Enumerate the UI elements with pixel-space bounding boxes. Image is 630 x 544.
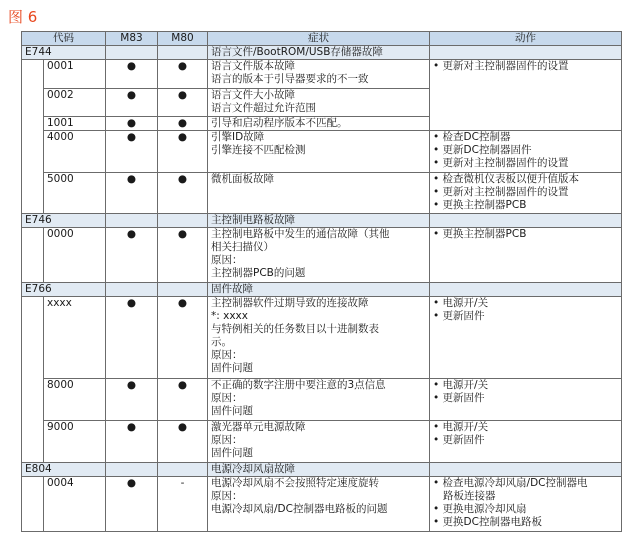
group-title: 语言文件/BootROM/USB存储器故障 xyxy=(208,46,430,60)
action-cell: • 电源开/关 • 更新固件 xyxy=(430,421,622,463)
symptom-cell: 主控制器软件过期导致的连接故障 *: xxxx 与特例相关的任务数目以十进制数表 示。 原因： 固件问题 xyxy=(208,297,430,379)
group-row xyxy=(22,214,622,228)
m83-mark: ● xyxy=(106,421,158,463)
table-row xyxy=(22,228,622,283)
m80-mark: ● xyxy=(158,379,208,421)
header-m80: M80 xyxy=(158,32,208,46)
row-code: xxxx xyxy=(44,297,106,379)
figure-title: 图 6 xyxy=(8,8,38,26)
table-row xyxy=(22,131,622,173)
table-row xyxy=(22,421,622,463)
m83-mark: ● xyxy=(106,131,158,173)
m83-mark: ● xyxy=(106,117,158,131)
m83-mark: ● xyxy=(106,477,158,532)
m83-mark: ● xyxy=(106,297,158,379)
header-code: 代码 xyxy=(22,32,106,46)
error-code-table xyxy=(21,31,622,532)
group-indent xyxy=(22,60,44,214)
action-cell: • 检查微机仪表板以便升值版本 • 更新对主控制器固件的设置 • 更换主控制器PCB xyxy=(430,173,622,214)
header-symptom: 症状 xyxy=(208,32,430,46)
m80-mark: ● xyxy=(158,131,208,173)
row-code: 5000 xyxy=(44,173,106,214)
m80-mark: ● xyxy=(158,89,208,117)
m80-mark: ● xyxy=(158,173,208,214)
action-cell: • 电源开/关 • 更新固件 xyxy=(430,379,622,421)
table-header-row xyxy=(22,32,622,46)
symptom-cell: 电源冷却风扇不会按照特定速度旋转 原因： 电源冷却风扇/DC控制器电路板的问题 xyxy=(208,477,430,532)
row-code: 0000 xyxy=(44,228,106,283)
action-cell: • 检查电源冷却风扇/DC控制器电 路板连接器 • 更换电源冷却风扇 • 更换DC控制器电路板 xyxy=(430,477,622,532)
group-code: E766 xyxy=(22,283,106,297)
action-cell: • 更新对主控制器固件的设置 xyxy=(430,60,622,131)
header-action: 动作 xyxy=(430,32,622,46)
m80-mark: ● xyxy=(158,297,208,379)
header-m83: M83 xyxy=(106,32,158,46)
table-row xyxy=(22,173,622,214)
m80-mark: ● xyxy=(158,60,208,89)
symptom-cell: 主控制电路板中发生的通信故障（其他 相关扫描仪） 原因： 主控制器PCB的问题 xyxy=(208,228,430,283)
table-row xyxy=(22,60,622,89)
table-row xyxy=(22,477,622,532)
symptom-cell: 不正确的数字注册中要注意的3点信息 原因： 固件问题 xyxy=(208,379,430,421)
m83-mark: ● xyxy=(106,173,158,214)
action-cell: • 更换主控制器PCB xyxy=(430,228,622,283)
group-indent xyxy=(22,297,44,463)
symptom-cell: 引擎ID故障 引擎连接不匹配检测 xyxy=(208,131,430,173)
symptom-cell: 语言文件大小故障 语言文件超过允许范围 xyxy=(208,89,430,117)
m83-mark: ● xyxy=(106,228,158,283)
m83-mark: ● xyxy=(106,60,158,89)
m80-mark: ● xyxy=(158,117,208,131)
group-code: E746 xyxy=(22,214,106,228)
group-indent xyxy=(22,228,44,283)
symptom-cell: 激光器单元电源故障 原因： 固件问题 xyxy=(208,421,430,463)
m83-mark: ● xyxy=(106,379,158,421)
table-row xyxy=(22,379,622,421)
group-title: 电源冷却风扇故障 xyxy=(208,463,430,477)
symptom-cell: 语言文件版本故障 语言的版本于引导器要求的不一致 xyxy=(208,60,430,89)
group-row xyxy=(22,463,622,477)
table-row xyxy=(22,297,622,379)
group-row xyxy=(22,46,622,60)
row-code: 4000 xyxy=(44,131,106,173)
m83-mark: ● xyxy=(106,89,158,117)
row-code: 0002 xyxy=(44,89,106,117)
action-cell: • 电源开/关 • 更新固件 xyxy=(430,297,622,379)
group-title: 固件故障 xyxy=(208,283,430,297)
group-code: E804 xyxy=(22,463,106,477)
symptom-cell: 微机面板故障 xyxy=(208,173,430,214)
group-row xyxy=(22,283,622,297)
m80-mark: ● xyxy=(158,421,208,463)
symptom-cell: 引导和启动程序版本不匹配。 xyxy=(208,117,430,131)
group-indent xyxy=(22,477,44,532)
row-code: 8000 xyxy=(44,379,106,421)
row-code: 9000 xyxy=(44,421,106,463)
group-title: 主控制电路板故障 xyxy=(208,214,430,228)
row-code: 0001 xyxy=(44,60,106,89)
action-cell: • 检查DC控制器 • 更新DC控制器固件 • 更新对主控制器固件的设置 xyxy=(430,131,622,173)
m80-mark: - xyxy=(158,477,208,532)
group-code: E744 xyxy=(22,46,106,60)
m80-mark: ● xyxy=(158,228,208,283)
row-code: 0004 xyxy=(44,477,106,532)
row-code: 1001 xyxy=(44,117,106,131)
